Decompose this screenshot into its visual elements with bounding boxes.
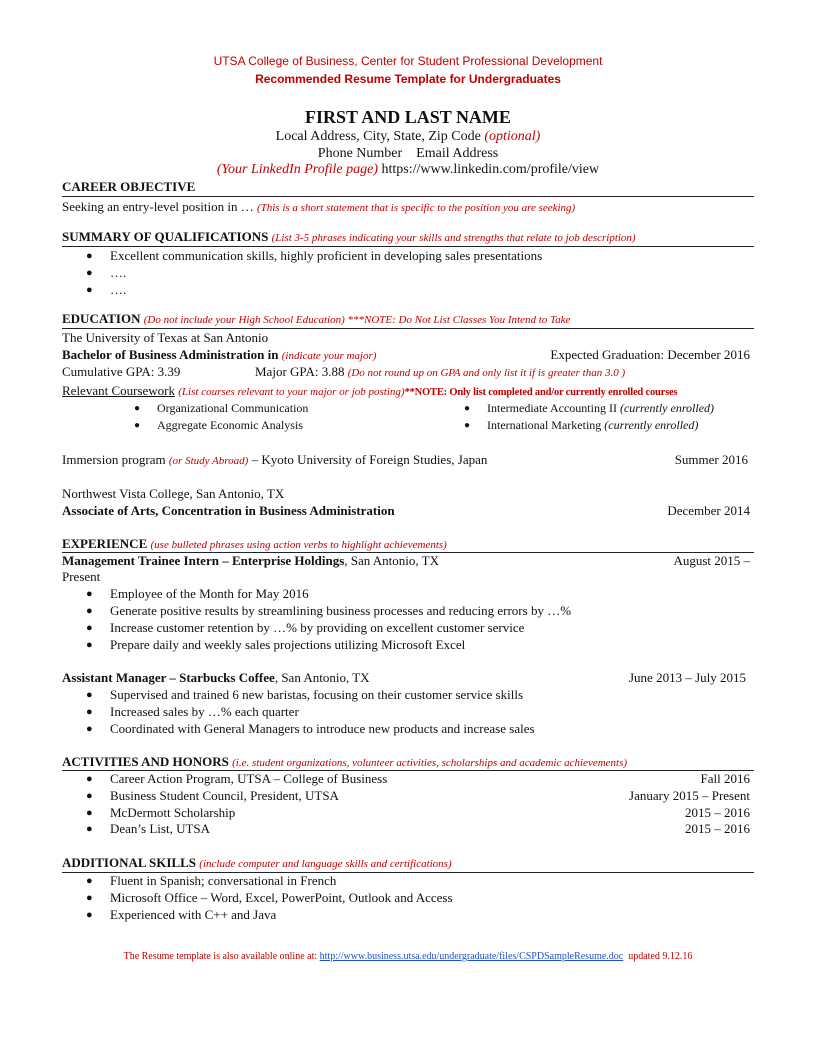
experience-heading: EXPERIENCE: [62, 536, 148, 551]
major-gpa-line: [255, 364, 625, 381]
activity-item: Dean’s List, UTSA: [110, 821, 211, 836]
contact-line: [0, 146, 816, 162]
bullet-icon: ●: [86, 892, 93, 904]
degree: Bachelor of Business Administration in: [62, 347, 279, 362]
summary-rule: [62, 246, 754, 247]
bullet-icon: ●: [86, 807, 93, 819]
objective-note: (This is a short statement that is specific to the position you are seeking): [256, 202, 576, 214]
coursework-note: (List courses relevant to your major or job posting): [178, 386, 405, 398]
immersion-line: [62, 452, 487, 469]
bullet-icon: ●: [86, 823, 93, 835]
bullet-icon: ●: [86, 875, 93, 887]
job-bullet: Increased sales by …% each quarter: [110, 704, 299, 719]
course-name: International Marketing: [487, 418, 602, 432]
linkedin-url[interactable]: https://www.linkedin.com/profile/view: [381, 162, 600, 177]
bullet-icon: ●: [464, 403, 471, 414]
summary-note: (List 3-5 phrases indicating your skills and strengths that relate to job description): [271, 232, 636, 244]
course-item: Aggregate Economic Analysis: [157, 418, 303, 432]
education-heading: EDUCATION: [62, 311, 141, 326]
education-note: (Do not include your High School Education) ***NOTE: Do Not List Classes You Intend to Take: [143, 314, 571, 326]
job-location: , San Antonio, TX: [274, 670, 370, 685]
footer-updated: updated 9.12.16: [628, 951, 693, 962]
immersion-note: (or Study Abroad): [168, 455, 249, 467]
objective-text: Seeking an entry-level position in …: [62, 199, 254, 214]
email: Email Address: [416, 146, 499, 161]
address-line: [0, 129, 816, 145]
linkedin-line: [0, 162, 816, 178]
job-bullet: Employee of the Month for May 2016: [110, 586, 309, 601]
course-name: Intermediate Accounting II: [487, 401, 617, 415]
job-location: , San Antonio, TX: [344, 553, 440, 568]
education-heading-line: [62, 311, 570, 328]
course-status: (currently enrolled): [619, 401, 715, 415]
job-date: June 2013 – July 2015: [629, 670, 746, 685]
summary-item: ….: [110, 265, 127, 280]
summary-heading: SUMMARY OF QUALIFICATIONS: [62, 229, 269, 244]
job-title: Management Trainee Intern – Enterprise Holdings: [62, 553, 345, 568]
bullet-icon: ●: [86, 284, 93, 296]
job-title-line: [62, 553, 439, 569]
graduation-date: Expected Graduation: December 2016: [550, 347, 750, 362]
bullet-icon: ●: [86, 909, 93, 921]
job-title: Assistant Manager – Starbucks Coffee: [62, 670, 275, 685]
job-date-continued: Present: [62, 569, 101, 584]
summary-item: Excellent communication skills, highly proficient in developing sales presentations: [110, 248, 543, 263]
coursework-warning: **NOTE: Only list completed and/or currently enrolled courses: [404, 387, 678, 398]
footer-text: The Resume template is also available online at:: [123, 951, 318, 962]
major-gpa: Major GPA: 3.88: [255, 364, 345, 379]
footer-link[interactable]: http://www.business.utsa.edu/undergraduate/files/CSPDSampleResume.doc: [319, 951, 624, 962]
degree-line: [62, 347, 376, 364]
address: Local Address, City, State, Zip Code: [275, 129, 481, 144]
activity-date: Fall 2016: [700, 771, 750, 786]
phone: Phone Number: [317, 146, 403, 161]
bullet-icon: ●: [86, 689, 93, 701]
cumulative-gpa: Cumulative GPA: 3.39: [62, 364, 181, 379]
experience-note: (use bulleted phrases using action verbs to highlight achievements): [150, 539, 447, 551]
skill-item: Fluent in Spanish; conversational in French: [110, 873, 337, 888]
bullet-icon: ●: [464, 420, 471, 431]
activity-item: McDermott Scholarship: [110, 805, 236, 820]
template-line: Recommended Resume Template for Undergraduates: [255, 72, 561, 86]
bullet-icon: ●: [86, 250, 93, 262]
bullet-icon: ●: [86, 605, 93, 617]
activities-note: (i.e. student organizations, volunteer activities, scholarships and academic achievements): [232, 757, 628, 769]
skills-note: (include computer and language skills and certifications): [199, 858, 452, 870]
school-name: The University of Texas at San Antonio: [62, 330, 269, 345]
activity-item: Business Student Council, President, UTSA: [110, 788, 339, 803]
course-item: [487, 400, 714, 416]
bullet-icon: ●: [86, 588, 93, 600]
immersion-date: Summer 2016: [674, 452, 748, 467]
objective-heading: CAREER OBJECTIVE: [62, 179, 196, 194]
activities-heading-line: [62, 754, 627, 771]
activity-date: 2015 – 2016: [685, 805, 750, 820]
summary-heading-line: [62, 229, 636, 246]
skill-item: Microsoft Office – Word, Excel, PowerPoint, Outlook and Access: [110, 890, 453, 905]
job-bullet: Generate positive results by streamlining business processes and reducing errors by …%: [110, 603, 572, 618]
immersion-text: – Kyoto University of Foreign Studies, Japan: [251, 452, 488, 467]
linkedin-note: (Your LinkedIn Profile page): [216, 162, 378, 177]
job-bullet: Coordinated with General Managers to introduce new products and increase sales: [110, 721, 535, 736]
activity-item: Career Action Program, UTSA – College of Business: [110, 771, 388, 786]
course-item: [487, 417, 698, 433]
gpa-note: (Do not round up on GPA and only list it if is greater than 3.0 ): [347, 367, 626, 379]
org-line: UTSA College of Business, Center for Student Professional Development: [213, 54, 603, 68]
footer: [0, 950, 816, 963]
skills-heading: ADDITIONAL SKILLS: [62, 855, 197, 870]
activity-date: January 2015 – Present: [629, 788, 750, 803]
activities-heading: ACTIVITIES AND HONORS: [62, 754, 229, 769]
job-bullet: Prepare daily and weekly sales projections utilizing Microsoft Excel: [110, 637, 466, 652]
bullet-icon: ●: [86, 773, 93, 785]
degree-note: (indicate your major): [281, 350, 377, 362]
skill-item: Experienced with C++ and Java: [110, 907, 277, 922]
experience-heading-line: [62, 536, 447, 553]
bullet-icon: ●: [86, 639, 93, 651]
college-name: Northwest Vista College, San Antonio, TX: [62, 486, 285, 501]
job-date: August 2015 –: [673, 553, 750, 568]
bullet-icon: ●: [86, 790, 93, 802]
course-status: (currently enrolled): [604, 418, 699, 432]
associate-date: December 2014: [667, 503, 750, 518]
candidate-name: FIRST AND LAST NAME: [305, 107, 511, 127]
coursework-line: [62, 383, 677, 401]
skills-heading-line: [62, 855, 452, 872]
job-title-line: [62, 670, 370, 686]
job-bullet: Supervised and trained 6 new baristas, focusing on their customer service skills: [110, 687, 524, 702]
bullet-icon: ●: [86, 723, 93, 735]
bullet-icon: ●: [134, 420, 141, 431]
bullet-icon: ●: [86, 622, 93, 634]
address-note: (optional): [484, 129, 541, 144]
bullet-icon: ●: [86, 267, 93, 279]
education-rule: [62, 328, 754, 329]
job-bullet: Increase customer retention by …% by providing on excellent customer service: [110, 620, 525, 635]
objective-rule: [62, 196, 754, 197]
activity-date: 2015 – 2016: [685, 821, 750, 836]
summary-item: ….: [110, 282, 127, 297]
bullet-icon: ●: [86, 706, 93, 718]
course-item: Organizational Communication: [157, 401, 309, 415]
bullet-icon: ●: [134, 403, 141, 414]
immersion-label: Immersion program: [62, 452, 166, 467]
associate-degree: Associate of Arts, Concentration in Business Administration: [62, 503, 395, 518]
objective-line: [62, 199, 575, 216]
coursework-label: Relevant Coursework: [62, 383, 176, 398]
